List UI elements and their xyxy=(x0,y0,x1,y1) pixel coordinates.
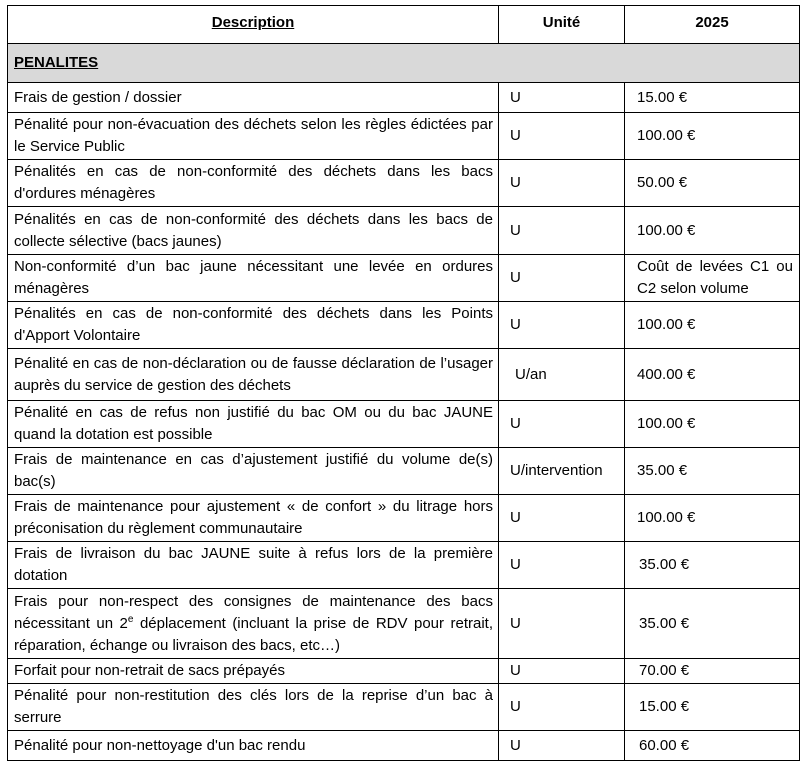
table-row xyxy=(8,542,800,589)
row-price: 60.00 € xyxy=(625,731,800,761)
section-title: PENALITES xyxy=(8,44,800,83)
row-unit: U/intervention xyxy=(499,448,625,495)
row-price: 100.00 € xyxy=(625,401,800,448)
row-description: Pénalité pour non-évacuation des déchets selon les règles édictées par le Service Public xyxy=(8,113,499,160)
row-price: 100.00 € xyxy=(625,207,800,255)
row-price: 100.00 € xyxy=(625,495,800,542)
table-row xyxy=(8,83,800,113)
row-price: 70.00 € xyxy=(625,659,800,684)
table-row xyxy=(8,401,800,448)
row-description: Pénalité en cas de non-déclaration ou de fausse déclaration de l’usager auprès du service de gestion des déchets xyxy=(8,349,499,401)
table-row xyxy=(8,349,800,401)
row-unit: U xyxy=(499,255,625,302)
row-unit: U xyxy=(499,113,625,160)
table-row xyxy=(8,160,800,207)
row-description: Frais de livraison du bac JAUNE suite à refus lors de la première dotation xyxy=(8,542,499,589)
row-unit: U xyxy=(499,495,625,542)
row-description: Frais de maintenance pour ajustement « de confort » du litrage hors préconisation du règlement communautaire xyxy=(8,495,499,542)
row-unit: U/an xyxy=(499,349,625,401)
row-price: 35.00 € xyxy=(625,448,800,495)
row-unit: U xyxy=(499,160,625,207)
row-unit: U xyxy=(499,731,625,761)
row-unit: U xyxy=(499,401,625,448)
table-row xyxy=(8,113,800,160)
table-row xyxy=(8,302,800,349)
row-unit: U xyxy=(499,542,625,589)
row-description: Pénalité en cas de refus non justifié du bac OM ou du bac JAUNE quand la dotation est possible xyxy=(8,401,499,448)
row-price: 15.00 € xyxy=(625,684,800,731)
table-row xyxy=(8,448,800,495)
row-description: Pénalités en cas de non-conformité des déchets dans les bacs d'ordures ménagères xyxy=(8,160,499,207)
column-header-description: Description xyxy=(8,6,499,44)
row-price: 50.00 € xyxy=(625,160,800,207)
row-description: Pénalités en cas de non-conformité des déchets dans les Points d'Apport Volontaire xyxy=(8,302,499,349)
row-unit: U xyxy=(499,659,625,684)
row-description: Pénalité pour non-restitution des clés lors de la reprise d’un bac à serrure xyxy=(8,684,499,731)
row-unit: U xyxy=(499,589,625,659)
table-row xyxy=(8,684,800,731)
row-unit: U xyxy=(499,207,625,255)
section-row xyxy=(8,44,800,83)
table-row xyxy=(8,255,800,302)
row-unit: U xyxy=(499,83,625,113)
table-row xyxy=(8,731,800,761)
row-price: Coût de levées C1 ou C2 selon volume xyxy=(625,255,800,302)
row-price: 400.00 € xyxy=(625,349,800,401)
table-header-row xyxy=(8,6,800,44)
row-unit: U xyxy=(499,684,625,731)
row-price: 35.00 € xyxy=(625,589,800,659)
row-price: 100.00 € xyxy=(625,302,800,349)
row-description: Pénalités en cas de non-conformité des déchets dans les bacs de collecte sélective (bacs jaunes) xyxy=(8,207,499,255)
row-unit: U xyxy=(499,302,625,349)
table-row xyxy=(8,659,800,684)
column-header-year: 2025 xyxy=(625,6,800,44)
row-description: Forfait pour non-retrait de sacs prépayés xyxy=(8,659,499,684)
row-description: Pénalité pour non-nettoyage d'un bac rendu xyxy=(8,731,499,761)
table-row xyxy=(8,207,800,255)
table-row xyxy=(8,589,800,659)
row-price: 100.00 € xyxy=(625,113,800,160)
row-description: Non-conformité d’un bac jaune nécessitant une levée en ordures ménagères xyxy=(8,255,499,302)
row-description: Frais de gestion / dossier xyxy=(8,83,499,113)
row-price: 35.00 € xyxy=(625,542,800,589)
table-row xyxy=(8,495,800,542)
penalties-table xyxy=(7,5,800,761)
row-description: Frais pour non-respect des consignes de maintenance des bacs nécessitant un 2e déplacement (incluant la prise de RDV pour retrait, réparation, échange ou livraison des bacs, etc…) xyxy=(8,589,499,659)
row-price: 15.00 € xyxy=(625,83,800,113)
column-header-unit: Unité xyxy=(499,6,625,44)
row-description: Frais de maintenance en cas d’ajustement justifié du volume de(s) bac(s) xyxy=(8,448,499,495)
